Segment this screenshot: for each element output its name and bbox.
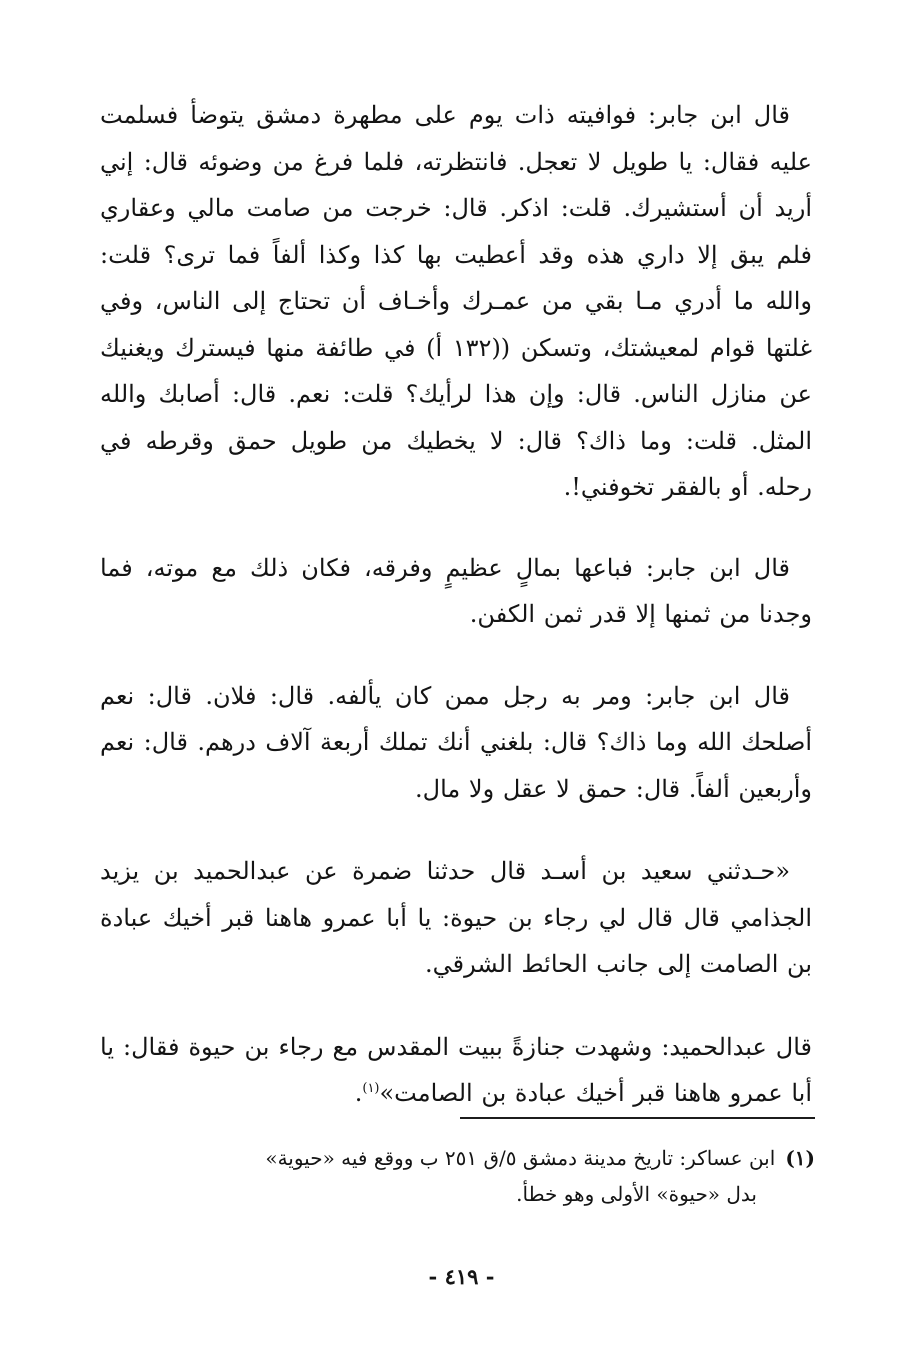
footnote-divider [460, 1117, 815, 1119]
footnote-number: (١) [785, 1146, 815, 1170]
footnote [111, 1140, 815, 1212]
paragraph-3: قال ابن جابر: ومر به رجل ممن كان يألفه. قال: فلان. قال: نعم أصلحك الله وما ذاك؟ قال: بلغني أنك تملك أربعة آلاف درهم. قال: نعم وأربعين ألفاً. قال: حمق لا عقل ولا مال. [100, 681, 812, 803]
footnote-marker: (١) [362, 1081, 380, 1096]
paragraph-4: «حـدثني سعيد بن أسـد قال حدثنا ضمرة عن عبدالحميد بن يزيد الجذامي قال قال لي رجاء بن حيوة: يا أبا عمرو هاهنا قبر أخيك عبادة بن الصامت إلى جانب الحائط الشرقي. [100, 857, 812, 978]
paragraph-2: قال ابن جابر: فباعها بمالٍ عظيمٍ وفرقه، فكان ذلك مع موته، فما وجدنا من ثمنها إلا قدر ثمن الكفن. [100, 553, 812, 628]
footnote-line-1: ابن عساكر: تاريخ مدينة دمشق ٥/ق ٢٥١ ب ووقع فيه «حيوية» [265, 1146, 776, 1170]
paragraph-5-text: قال عبدالحميد: وشهدت جنازةً ببيت المقدس مع رجاء بن حيوة فقال: يا أبا عمرو هاهنا قبر أخيك عبادة بن الصامت» [100, 1032, 812, 1107]
paragraph-5: قال عبدالحميد: وشهدت جنازةً ببيت المقدس مع رجاء بن حيوة فقال: يا أبا عمرو هاهنا قبر أخيك عبادة بن الصامت»$^{(١)}$. [100, 1032, 812, 1107]
paragraph-1: قال ابن جابر: فوافيته ذات يوم على مطهرة دمشق يتوضأ فسلمت عليه فقال: يا طويل لا تعجل. فانتظرته، فلما فرغ من وضوئه قال: إني أريد أن أستشيرك. قلت: اذكر. قال: خرجت من صامت مالي وعقاري فلم يبق إلا داري هذه وقد أعطيت بها كذا وكذا ألفاً فما ترى؟ قلت: والله ما أدري مـا بقي من عمـرك وأخـاف أن تحتاج إلى الناس، وفي غلتها قوام لمعيشتك، وتسكن ((١٣٢ أ) في طائفة منها فيسترك ويغنيك عن منازل الناس. قال: وإن هذا لرأيك؟ قلت: نعم. قال: أصابك والله المثل. قلت: وما ذاك؟ قال: لا يخطيك من طويل حمق وقرطه في رحله. أو بالفقر تخوفني!. [100, 101, 812, 501]
footnote-line-2: بدل «حيوة» الأولى وهو خطأ. [516, 1182, 757, 1206]
page-number: - ٤١٩ - [428, 1264, 495, 1289]
main-text [100, 92, 812, 1117]
